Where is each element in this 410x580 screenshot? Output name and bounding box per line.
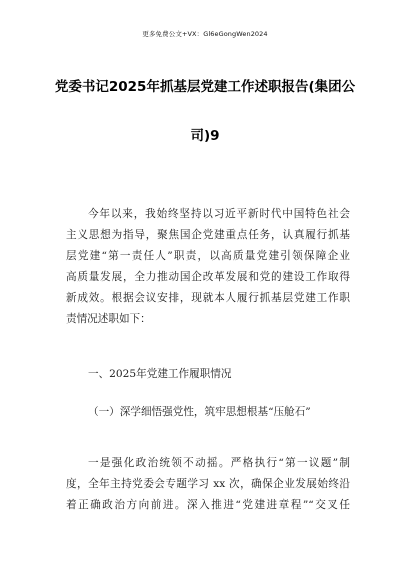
body-paragraph-line: 度，全年主持党委会专题学习 xx 次，确保企业发展始终沿 — [66, 478, 350, 490]
intro-paragraph-line: 主义思想为指导，聚焦国企党建重点任务，认真履行抓基 — [66, 229, 350, 241]
body-paragraph-line: 一是强化政治统领不动摇。严格执行“第一议题”制 — [88, 457, 350, 469]
document-title-line-2: 司)9 — [190, 128, 220, 144]
section-heading: 一、2025年党建工作履职情况 — [88, 368, 232, 380]
intro-paragraph-line: 新成效。根据会议安排，现就本人履行抓基层党建工作职 — [66, 292, 350, 304]
intro-paragraph-line: 今年以来，我始终坚持以习近平新时代中国特色社会 — [88, 208, 350, 220]
intro-paragraph-line: 高质量发展，全力推动国企改革发展和党的建设工作取得 — [66, 271, 350, 283]
body-paragraph-line: 着正确政治方向前进。深入推进“党建进章程”“交叉任 — [66, 499, 350, 511]
subsection-heading: （一）深学细悟强党性，筑牢思想根基“压舱石” — [88, 406, 311, 418]
document-title-line-1: 党委书记2025年抓基层党建工作述职报告(集团公 — [54, 79, 356, 95]
header-promo-note: 更多免费公文+VX：Gl6eGongWen2024 — [142, 30, 268, 38]
intro-paragraph-line: 层党建“第一责任人”职责，以高质量党建引领保障企业 — [66, 250, 350, 262]
intro-paragraph-line: 责情况述职如下： — [66, 313, 151, 325]
